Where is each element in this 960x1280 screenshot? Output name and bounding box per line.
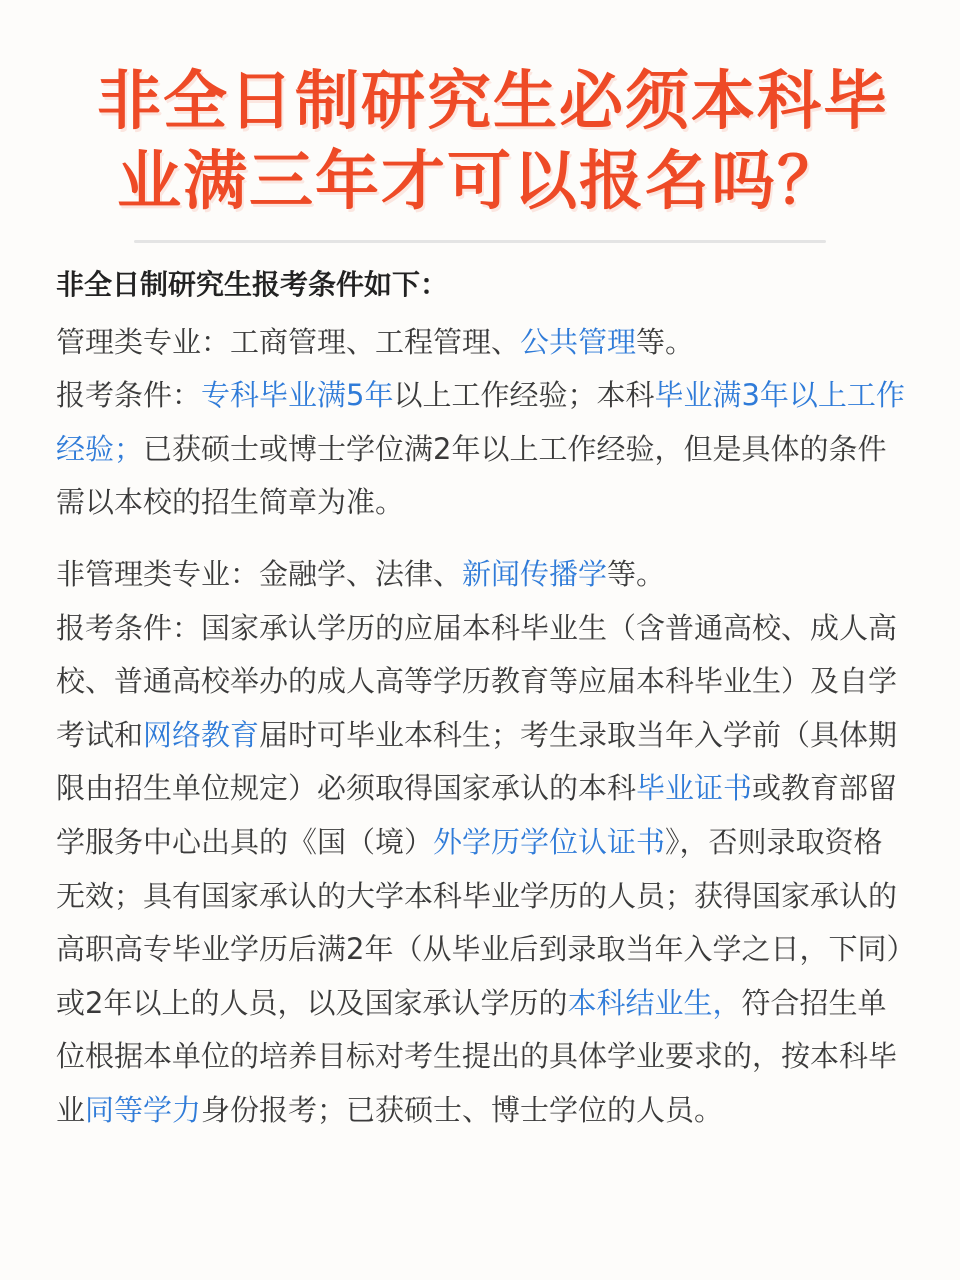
link-diploma[interactable]: 毕业证书 xyxy=(636,771,753,806)
text: 等。 xyxy=(607,556,666,591)
link-public-management[interactable]: 公共管理 xyxy=(520,324,637,359)
text: 以上工作经验；本科 xyxy=(393,378,655,413)
text: 管理类专业：工商管理、工程管理、 xyxy=(56,324,521,359)
text: 等。 xyxy=(636,324,695,359)
non-management-conditions xyxy=(56,602,906,1138)
section-heading: 非全日制研究生报考条件如下： xyxy=(56,268,449,301)
link-online-education[interactable]: 网络教育 xyxy=(143,717,260,752)
title-line-1: 非全日制研究生必须本科毕 xyxy=(97,65,889,139)
management-conditions xyxy=(56,369,906,530)
page-title xyxy=(0,62,960,222)
text: 已获硕士或博士学位满2年以上工作经验，但是具体的条件需以本校的招生简章为准。 xyxy=(56,431,887,520)
divider xyxy=(134,240,826,243)
article-body xyxy=(56,258,906,1138)
text: 身份报考；已获硕士、博士学位的人员。 xyxy=(201,1092,724,1127)
text: 符合招生单位根据本单位的培养目标对考生提出的具体学业要求的，按本科毕业 xyxy=(56,985,898,1127)
link-undergrad-completion[interactable]: 本科结业生， xyxy=(567,985,742,1020)
text: 》，否则录取资格无效；具有国家承认的大学本科毕业学历的人员；获得国家承认的高职高专毕业学历后满2年（从毕业后到录取当年入学之日，下同）或2年以上的人员，以及国家承认学历的 xyxy=(56,824,901,1020)
text: 非管理类专业：金融学、法律、 xyxy=(56,556,463,591)
management-majors xyxy=(56,316,906,370)
text: 届时可毕业本科生；考生录取当年入学前（具体期限由招生单位规定）必须取得国家承认的本科 xyxy=(56,717,898,806)
text: 报考条件：国家承认学历的应届本科毕业生（含普通高校、成人高校、普通高校举办的成人高等学历教育等应届本科毕业生）及自学考试和 xyxy=(56,610,898,752)
spacer xyxy=(56,530,906,548)
link-foreign-degree-certification[interactable]: 外学历学位认证书 xyxy=(433,824,666,859)
text: 报考条件： xyxy=(56,378,202,413)
title-line-2: 业满三年才可以报名吗？ xyxy=(117,145,843,219)
link-graduate-3-years[interactable]: 毕业满3年以上工作经验； xyxy=(56,378,905,466)
link-equivalent-education[interactable]: 同等学力 xyxy=(85,1092,202,1127)
text: 或教育部留学服务中心出具的《国（境） xyxy=(56,771,898,859)
link-college-5-years[interactable]: 专科毕业满5年 xyxy=(201,378,394,413)
non-management-majors xyxy=(56,548,906,602)
link-journalism[interactable]: 新闻传播学 xyxy=(462,556,608,591)
